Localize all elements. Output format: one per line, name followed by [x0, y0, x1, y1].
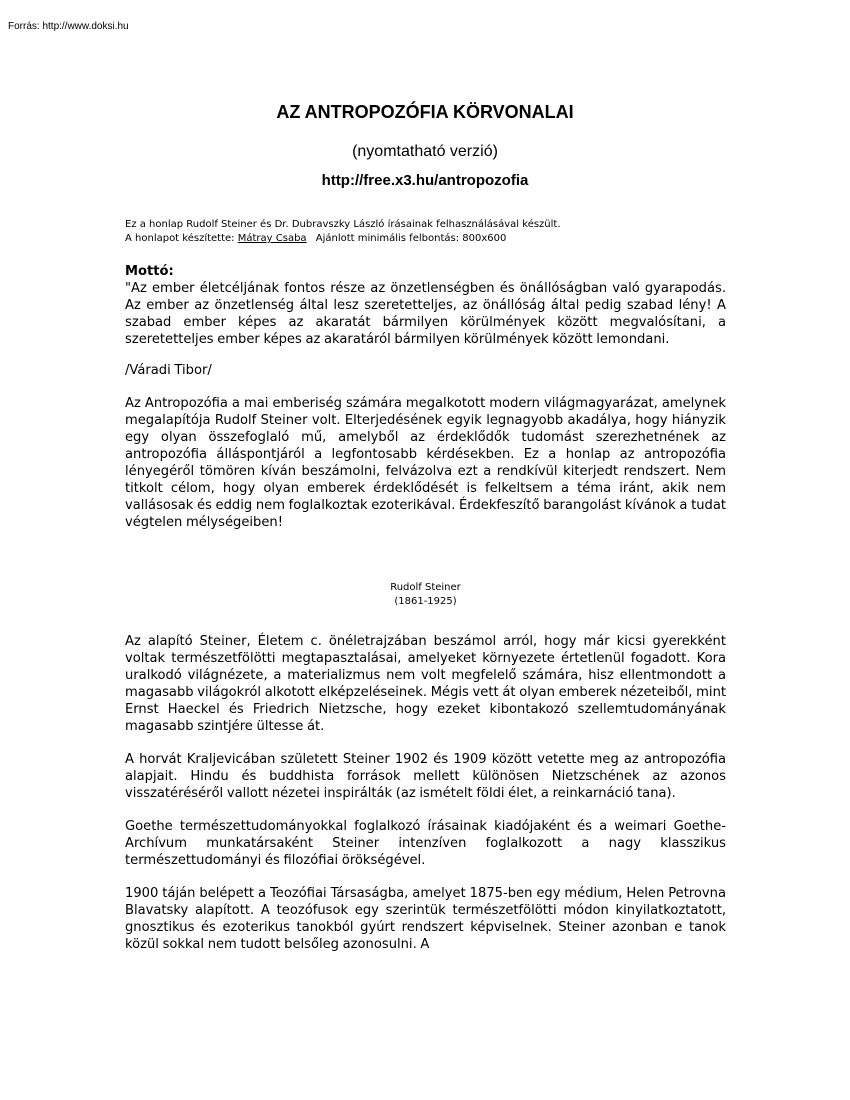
body-paragraph-3: Goethe természettudományokkal foglalkozó írásainak kiadójaként és a weimari Goethe-Archívum munkatársaként Steiner intenzíven foglalkozott a nagy klasszikus természettudományi és filozófiai örökségével. — [125, 819, 726, 868]
resolution-note: Ajánlott minimális felbontás: 800x600 — [315, 233, 507, 244]
body-paragraph-1: Az alapító Steiner, Életem c. önéletrajzában beszámol arról, hogy már kicsi gyerekként voltak természetfölötti megtapasztalásai, amelyeket környezete értetlenül fogadott. Kora uralkodó világnézete, a materializmus nem volt megfelelő számára, hisz ellentmondott a magasabb világokról alkotott elképzeléseinek. Mégis vett át olyan emberek nézeteiből, mint Ernst Haeckel és Friedrich Nietzsche, hogy ezeket kibontakozó szellemtudományának magasabb szintjére ültesse át. — [125, 634, 726, 734]
credits-line-1: Ez a honlap Rudolf Steiner és Dr. Dubravszky László írásainak felhasználásával készült. — [125, 219, 561, 230]
motto-text: "Az ember életcéljának fontos része az önzetlenségben és önállóságban való gyarapodás. Az ember az önzetlenség által lesz szeretetteljes, az önállóság által pedig szabad lény! A szabad ember képes az akaratát bármilyen körülmények között megvalósítani, a szeretetteljes ember képes az akaratáról bármilyen körülmények között lemondani. — [125, 281, 726, 347]
caption-years: (1861-1925) — [394, 596, 457, 607]
motto — [125, 263, 726, 348]
motto-label: Mottó: — [125, 264, 174, 279]
body-paragraph-2: A horvát Kraljevicában született Steiner 1902 és 1909 között vetette meg az antropozófia alapjait. Hindu és buddhista források mellett különösen Nietzschének az azonos visszatéréséről vallott nézetei inspirálták (az ismételt földi élet, a reinkarnáció tana). — [125, 752, 726, 801]
motto-author: /Váradi Tibor/ — [125, 363, 212, 378]
credits-line-2 — [125, 232, 561, 246]
page-subtitle: (nyomtatható verzió) — [352, 143, 498, 160]
author-link[interactable]: Mátray Csaba — [237, 233, 307, 244]
image-caption — [125, 581, 726, 609]
source-line: Forrás: http://www.doksi.hu — [8, 21, 129, 32]
credits-prefix: A honlapot készítette: — [125, 233, 235, 244]
article-body — [125, 263, 726, 953]
intro-paragraph: Az Antropozófia a mai emberiség számára megalkotott modern világmagyarázat, amelynek megalapítója Rudolf Steiner volt. Elterjedésének egyik legnagyobb akadálya, hogy hiányzik egy olyan összefoglaló mű, amelyből az érdeklődők tudomást szerezhetnének az antropozófia álláspontjáról a legfontosabb kérdésekben. Ez a honlap az antropozófia lényegéről tömören kíván beszámolni, felvázolva ezt a rendkívül kiterjedt rendszert. Nem titkolt célom, hogy olyan emberek érdeklődését is felkeltsem a téma iránt, akik nem vallásosak és eddig nem foglalkoztak ezoterikával. Érdekfeszítő barangolást kívánok a tudat végtelen mélységeiben! — [125, 396, 726, 530]
page-title: AZ ANTROPOZÓFIA KÖRVONALAI — [276, 102, 574, 122]
site-url: http://free.x3.hu/antropozofia — [321, 172, 529, 189]
caption-name: Rudolf Steiner — [390, 582, 461, 593]
body-paragraph-4: 1900 táján belépett a Teozófiai Társaságba, amelyet 1875-ben egy médium, Helen Petrovna Blavatsky alapított. A teozófusok egy szerintük természetfölötti módon kinyilatkoztatott, gnosztikus és ezoterikus tanokból gyúrt rendszert képviselnek. Steiner azonban e tanok közül sokkal nem tudott belsőleg azonosulni. A — [125, 886, 726, 952]
credits — [125, 218, 561, 246]
